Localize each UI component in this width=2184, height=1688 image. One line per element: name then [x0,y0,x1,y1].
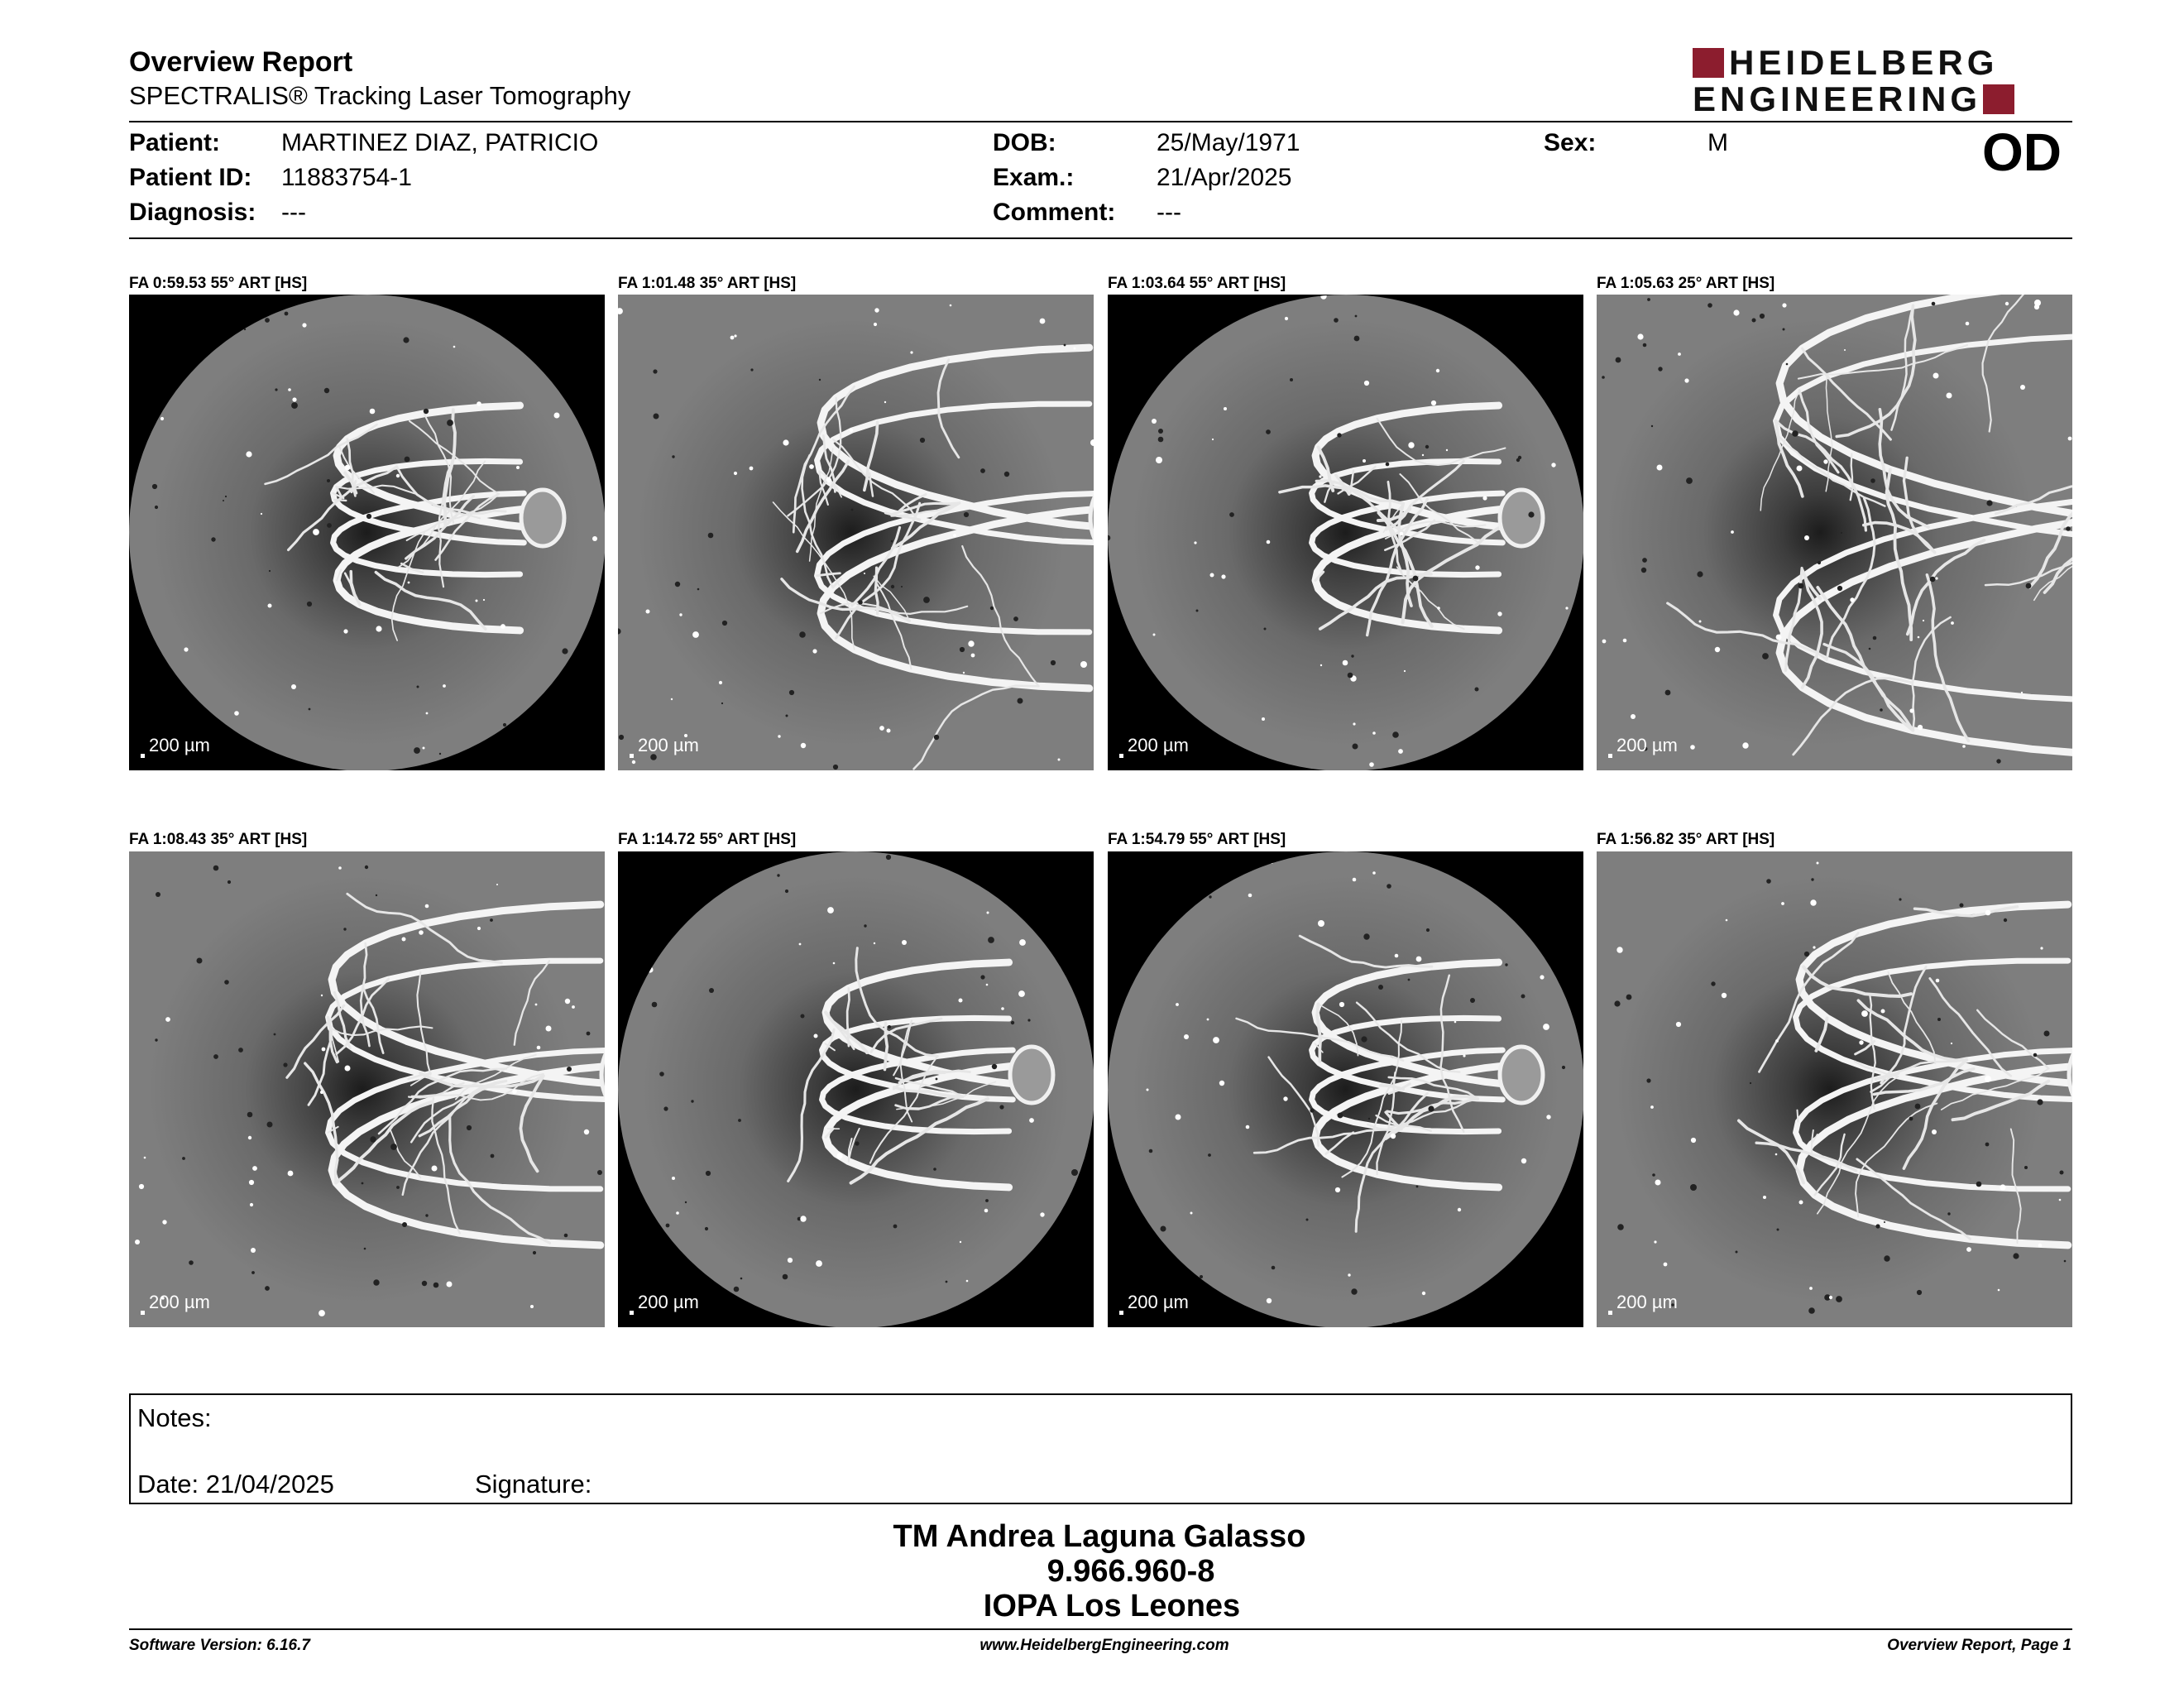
image-caption: FA 1:01.48 35° ART [HS] [618,275,797,292]
fundus-angiogram-image[interactable] [1108,851,1583,1327]
image-caption: FA 0:59.53 55° ART [HS] [129,275,308,292]
scale-bar-icon [630,754,634,758]
software-version: Software Version: 6.16.7 [129,1637,310,1654]
image-caption: FA 1:54.79 55° ART [HS] [1108,831,1286,848]
patient-label: Patient: [129,129,221,156]
scale-bar-label: 200 µm [149,735,210,755]
date-text: Date: 21/04/2025 [137,1470,334,1499]
signer-id: 9.966.960-8 [1046,1554,1215,1589]
scale-bar-icon [1119,754,1123,758]
scale-bar-label: 200 µm [1128,1292,1189,1312]
sex-label: Sex: [1544,129,1597,156]
exam-value: 21/Apr/2025 [1157,164,1292,191]
comment-label: Comment: [993,199,1116,226]
footer-divider [129,1628,2072,1630]
header-divider [129,121,2072,122]
eye-laterality: OD [1982,122,2062,182]
fundus-angiogram-image[interactable] [1597,851,2072,1327]
scale-bar-icon [1608,754,1612,758]
notes-box [129,1393,2072,1504]
scale-bar-icon [141,1311,145,1315]
scale-bar-icon [1608,1311,1612,1315]
scale-bar-icon [630,1311,634,1315]
fundus-angiogram-image[interactable] [618,295,1094,770]
logo-square-top [1693,48,1724,78]
exam-label: Exam.: [993,164,1075,191]
report-title: Overview Report [129,46,353,78]
fundus-angiogram-image[interactable] [129,851,605,1327]
fundus-angiogram-image[interactable] [1597,295,2072,770]
image-caption: FA 1:56.82 35° ART [HS] [1597,831,1775,848]
diagnosis-value: --- [281,199,306,226]
scale-bar-label: 200 µm [638,1292,699,1312]
patient-name: MARTINEZ DIAZ, PATRICIO [281,129,599,156]
scale-bar-label: 200 µm [149,1292,210,1312]
website-link[interactable]: www.HeidelbergEngineering.com [979,1637,1229,1654]
notes-label: Notes: [137,1403,212,1432]
scale-bar-label: 200 µm [1128,735,1189,755]
logo-text-line2: ENGINEERING [1693,79,1982,118]
scale-bar-label: 200 µm [1616,1292,1678,1312]
report-subtitle: SPECTRALIS® Tracking Laser Tomography [129,81,631,110]
signer-name: TM Andrea Laguna Galasso [893,1519,1306,1554]
sex-value: M [1707,129,1728,156]
image-caption: FA 1:03.64 55° ART [HS] [1108,275,1286,292]
dob-label: DOB: [993,129,1056,156]
image-caption: FA 1:14.72 55° ART [HS] [618,831,797,848]
logo-square-bottom [1983,84,2014,114]
image-caption: FA 1:08.43 35° ART [HS] [129,831,308,848]
dob-value: 25/May/1971 [1157,129,1300,156]
patient-divider [129,237,2072,239]
comment-value: --- [1157,199,1181,226]
fundus-angiogram-image[interactable] [1108,295,1583,770]
patient-id-value: 11883754-1 [281,164,412,191]
patient-id-label: Patient ID: [129,164,252,191]
signer-institution: IOPA Los Leones [983,1589,1241,1623]
page-indicator: Overview Report, Page 1 [1887,1637,2071,1654]
heidelberg-logo [1693,43,2073,118]
scale-bar-label: 200 µm [1616,735,1678,755]
diagnosis-label: Diagnosis: [129,199,256,226]
scale-bar-icon [1119,1311,1123,1315]
scale-bar-icon [141,754,145,758]
fundus-angiogram-image[interactable] [129,295,605,770]
image-caption: FA 1:05.63 25° ART [HS] [1597,275,1775,292]
fundus-angiogram-image[interactable] [618,851,1094,1327]
signature-label: Signature: [475,1470,592,1499]
logo-text-line1: HEIDELBERG [1729,43,1999,82]
scale-bar-label: 200 µm [638,735,699,755]
